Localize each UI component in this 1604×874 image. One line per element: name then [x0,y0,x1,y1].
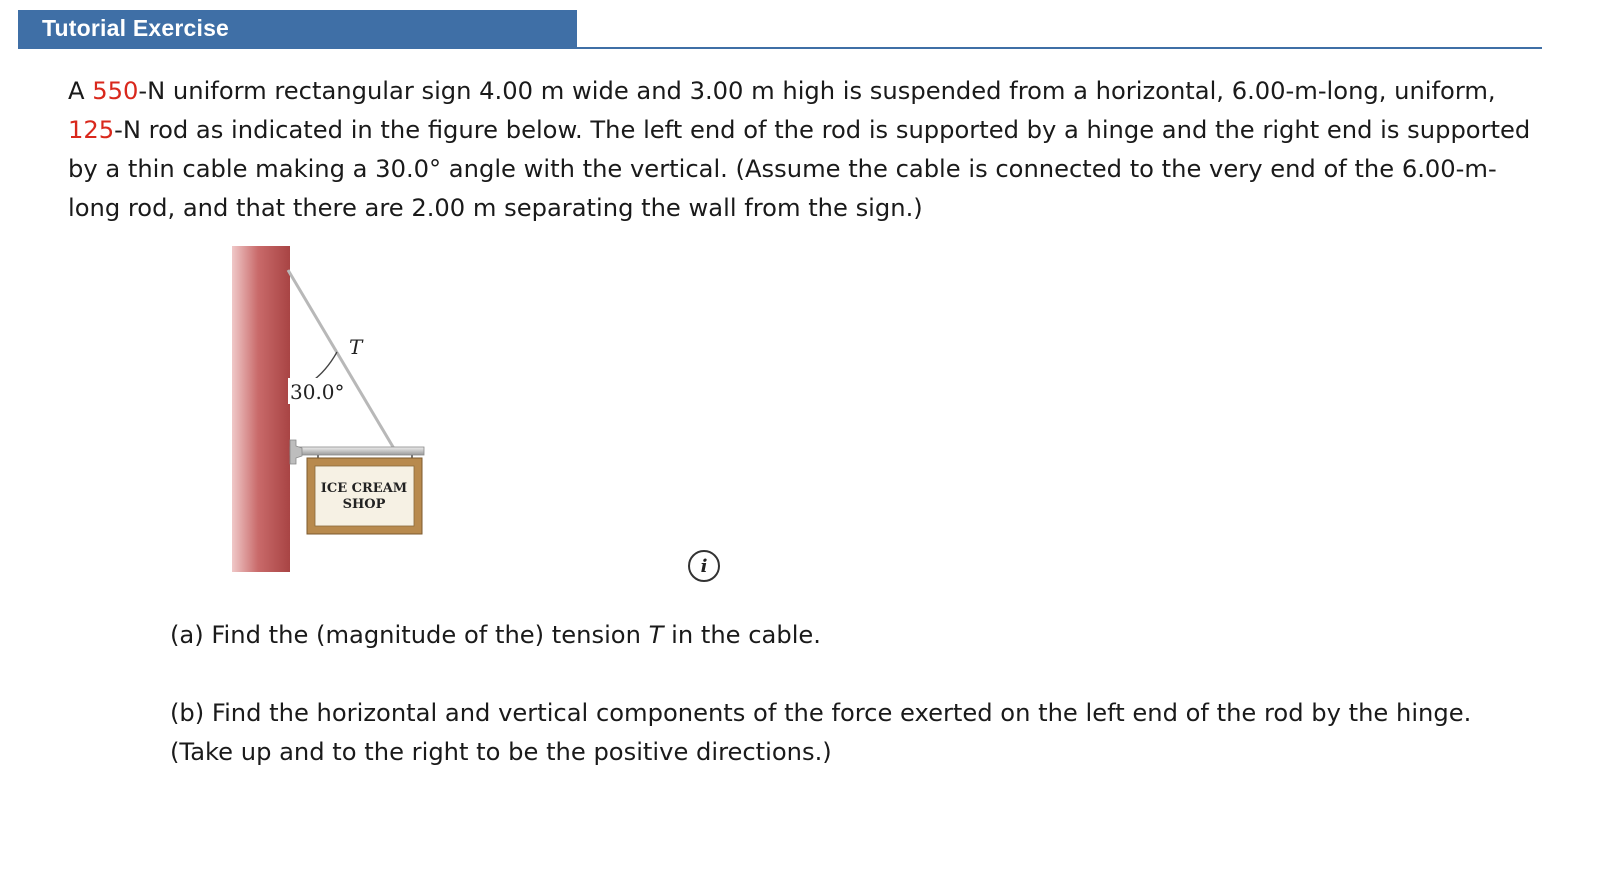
header-bar [18,10,1542,50]
problem-text-part-1: A [68,77,93,105]
problem-statement [68,72,1538,228]
rod-weight-value: 125 [68,116,115,144]
question-a-pre: (a) Find the (magnitude of the) tension [170,621,649,649]
question-b: (b) Find the horizontal and vertical components of the force exerted on the left end of the rod by the hinge. (Take up and to the right to be the positive directions.) [170,699,1472,766]
wall [232,246,290,572]
question-a [170,616,1500,655]
question-a-post: in the cable. [663,621,821,649]
info-icon[interactable]: i [688,550,720,582]
question-a-variable: T [648,621,664,649]
problem-text-part-3: -N rod as indicated in the figure below. The left end of the rod is supported by a hinge and the right end is supported by a thin cable making a 30.0° angle with the vertical. (Assume the cable is connected to the very end of the 6.00-m-long rod, and that there are 2.00 m separating the wall from the sign.) [68,116,1531,222]
sign-weight-value: 550 [92,77,139,105]
rod [290,447,424,455]
figure-illustration [224,244,436,574]
header-divider [18,47,1542,49]
cable [288,270,396,452]
sign-text-line-1: ICE CREAM [320,481,408,496]
header-tab [18,10,577,49]
problem-text-part-2: -N uniform rectangular sign 4.00 m wide and 3.00 m high is suspended from a horizontal, 6.00-m-long, uniform, [138,77,1496,105]
sign-face [315,466,414,526]
problem-text [68,72,1538,228]
angle-label: 30.0° [290,380,345,404]
sign-text-line-2: SHOP [342,497,386,512]
tension-label: T [349,335,363,359]
sign-figure [224,244,436,574]
hinge [290,440,302,464]
page-title: Tutorial Exercise [42,15,230,41]
